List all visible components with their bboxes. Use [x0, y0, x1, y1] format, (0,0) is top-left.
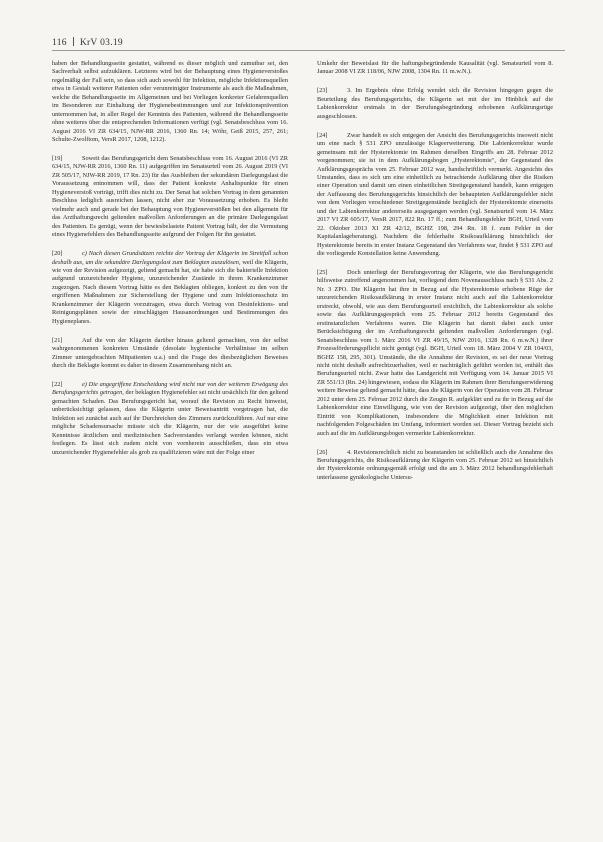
paragraph-24	[317, 132, 553, 259]
paragraph-26	[317, 449, 553, 483]
paragraph-number: [20]	[52, 250, 63, 258]
paragraph-number: [23]	[317, 87, 328, 95]
paragraph-22	[52, 381, 288, 457]
paragraph-text: Auf die von der Klägerin darüber hinaus geltend gemachten, von der selbst wahrgenommenen konkreten Umstände (desolate hygienische Verhältnisse im selben Zimmer untergebrachten Mitpatienten u.a.) und die Frage des diesbezüglichen Beweises durch die Beklagte kommt es daher in diesem Zusammenhang nicht an.	[52, 336, 288, 369]
header-rule	[52, 50, 565, 51]
paragraph-number: [25]	[317, 269, 328, 277]
paragraph-number: [21]	[52, 336, 63, 344]
paragraph-text: 3. Im Ergebnis ohne Erfolg wendet sich die Revision hingegen gegen die Beurteilung des Berufungsgerichts, die Klägerin sei mit der im Hinblick auf die Labienkorrektur erstmals in der Berufungsbegründung erhobenen Aufklärungsrüge ausgeschlossen.	[317, 87, 553, 120]
paragraph-text: Doch unterliegt der Berufungsvortrag der Klägerin, wie das Berufungsgericht hilfsweise zutreffend angenommen hat, vorliegend dem Novenausschluss nach § 531 Abs. 2 Nr. 3 ZPO. Die Klägerin hat ihre in Bezug auf die Hysterektomie erhobene Rüge der unzureichenden Risikoaufklärung in erster Instanz nicht auch auf die Labienkorrektur erstreckt, obwohl, wie aus dem Berufungsurteil ersichtlich, die Labienkorrektur als solche sowie das Aufklärungsgespräch vom 25. Februar 2012 bereits Gegenstand des erstinstanzlichen Verfahrens waren. Die Klägerin hat damit dabei auch unter Berücksichtigung der im Arzthaftungsrecht geltenden maßvollen Anforderungen (vgl. Senatsbeschluss vom 1. März 2016 VI ZR 49/15, NJW 2016, 1328 Rn. 6 m.w.N.) ihrer Prozessförderungspflicht nicht genügt (vgl. BGH, Urteil vom 18. März 2004 V ZR 104/03, BGHZ 158, 295, 301). Umstände, die die Annahme der Revision, es sei der neue Vortrag nicht nicht deshalb aufrechtzuerhalten, weil er nachträglich geführt worden ist, enthält das Berufungsurteil nicht. Zwar hatte das Landgericht mit Verfügung vom 14. Januar 2015 VI ZR 551/13 (Rn. 24) hingewiesen, sodass die Klägerin im Rahmen ihrer Berufungserwiderung weitere Beweise geltend gemacht hätte, dass die Klägerin von der Operation vom 28. Februar 2012 unter dem 25. Februar 2012 durch die Zeugin R. aufgeklärt und zu ihr in Bezug auf die Labienkorrektur eine Einwilligung, wie von der Revision aufgezeigt, über den möglichen Eintritt von Komplikationen, insbesondere die Möglichkeit einer Infektion mit nachfolgenden Folgeschäden im Umfang, informiert worden sei. Dieser Vortrag bezieht sich auch auf die im Aufklärungsbogen vermerkte Labienkorrektur.	[317, 269, 553, 437]
paragraph-text: 4. Revisionsrechtlich nicht zu beanstanden ist schließlich auch die Annahme des Berufungsgerichts, die Risikoaufklärung der Klägerin vom 25. Februar 2012 sei hinsichtlich der Hysterektomie ordnungsgemäß erfolgt und die am 3. März 2012 behandlungsfehlerhaft unterlassene gynäkologische Untersu-	[317, 448, 553, 481]
header-separator	[73, 37, 74, 46]
paragraph-23	[317, 87, 553, 121]
paragraph-19	[52, 155, 288, 240]
left-column	[52, 60, 288, 468]
paragraph-lead: e) Die angegriffene Entscheidung wird nicht nur von der weiteren Erwägung des Berufungsgerichts getragen,	[52, 380, 288, 397]
paragraph-number: [22]	[52, 380, 63, 388]
journal-name: KrV 03.19	[79, 38, 123, 48]
paragraph-text: Zwar handelt es sich entgegen der Ansicht des Berufungsgerichts insoweit nicht um eine nach § 531 ZPO unzulässige Klageerweiterung. Die Labienkorrektur wurde gemeinsam mit der Hysterektomie im Rahmen derselben Eingriffs am 28. Februar 2012 vorgenommen; sie ist in dem Aufklärungsbogen „Hysterektomie", der Gegenstand des Aufklärungsgesprächs vom 25. Februar 2012 war, handschriftlich vermerkt. Angesichts des Umstandes, dass es sich um eine einheitlich zu betrachtende Aufklärung über die Risiken einer Operation und damit um einen einheitlichen Streitgegenstand handelt, kann entgegen der Auffassung des Berufungsgerichts hinsichtlich der behaupteten Aufklärungsfehler nicht von dem Vorliegen verschiedener Streitgegenstände bezüglich der Hysterektomie einerseits und der Labienkorrektur andererseits ausgegangen werden (vgl. Senatsurteil vom 14. März 2017 VI ZR 605/17, VersR 2017, 822 Rn. 17 ff.; zum Behandlungsfehler BGH, Urteil vom 22. Oktober 2013 XI ZR 42/12, BGHZ 198, 294 Rn. 18 f. zum Fehler in der Kapitalanlageberatung). Nachdem die fehlerhafte Risikoaufklärung hinsichtlich der Hysterektomie bereits in erster Instanz Gegenstand des Verfahrens war, findet § 531 ZPO auf die vorliegende Konstellation keine Anwendung.	[317, 131, 553, 258]
paragraph-21	[52, 337, 288, 371]
running-header	[52, 37, 123, 48]
paragraph-text: weil die Klägerin, wie von der Revision aufgezeigt, geltend gemacht hat, sie habe sich die bakterielle Infektion aufgrund unzureichender Hygiene, unzureichender Zustände in ihrem Krankenzimmer zugezogen. Nach diesem Vortrag hätte es den Beklagten obliegen, konkret zu den von ihr ergriffenen Maßnahmen zur Sicherstellung der Hygiene und zum Infektionsschutz im Krankenzimmer der Klägerin vorzutragen, etwa durch Vortrag von Desinfektions- und Reinigungsplänen sowie der einschlägigen Hausanordnungen und Bestimmungen des Hygieneplanes.	[52, 258, 289, 325]
continued-paragraph: Umkehr der Beweislast für die haftungsbegründende Kausalität (vgl. Senatsurteil vom 8. Januar 2008 VI ZR 118/06, NJW 2008, 1304 Rn. 11 m.w.N.).	[317, 60, 553, 76]
paragraph-number: [24]	[317, 131, 328, 139]
paragraph-number: [19]	[52, 155, 63, 163]
paragraph-lead: c) Nach diesen Grundsätzen reichte der Vortrag der Klägerin im Streitfall schon deshalb aus, um die sekundäre Darlegungslast zum Beklagten auszulösen,	[52, 250, 288, 266]
paragraph-text: der beklagten Hygienefehler sei nicht ursächlich für den geltend gemachten Schaden. Das Berufungsgericht hat, worauf die Revision zu Recht hinweist, unberücksichtigt gelassen, dass die Klägerin unter Beweisantritt vorgetragen hat, die Infektion sei zunächst auch auf ihr Durchreichen des Zimmers zurückzuführen. Auf nur eine mögliche Schadensursache müsste sich die Klägerin, nur der wie ausgeführt keine Kenntnisse ärztlichen und medizinischen Sachverstandes verlangt werden können, nicht festlegen. Es lässt sich zudem nicht von vornherein ausschließen, dass ein etwa unzureichender Hygienefehler als grob zu qualifizieren wäre mit der Folge einer	[52, 389, 288, 456]
paragraph-text: Soweit das Berufungsgericht dem Senatsbeschluss vom 16. August 2016 (VI ZR 634/15, NJW-RR 2016, 1360 Rn. 11) aufgegriffen im Senatsurteil vom 26. August 2019 (VI ZR 505/17, NJW-RR 2019, 17 Rn. 23) für das Ausbleiben der sekundären Darlegungslast die Voraussetzung entnommen will, dass der Patient konkrete Anhaltspunkte für einen Hygieneverstoß vorträgt, trifft dies nicht zu. Der Senat hat solchen Vortrag in dem genannten Beschluss lediglich ausreichen lassen, nicht aber zur Voraussetzung erhoben. Es bleibt vielmehr auch und gerade bei der Behauptung von Hygieneverstößen bei den allgemein für das Arzthaftungsrecht geltenden maßvollen Anforderungen an die primäre Darlegungslast des Patienten. Es genügt, wenn der bewiesbelastete Patient Vortrag hält, der die Vermutung eines Hygienefehlers des Behandlungsseite aufgrund der Folgen für ihn gestattet.	[52, 155, 288, 239]
continued-paragraph: haben der Behandlungsseite gestattet, während es dieser möglich und zumutbar sei, den Sachverhalt selbst aufzuklären. Letzteres wird bei der Behauptung eines Hygieneverstoßes regelmäßig der Fall sein, so dass sich auch sowohl für Infektion, mögliche Infektionsquellen etwa in Gestalt weiterer Patienten oder verunreinigter Instrumente als auch die Maßnahmen, welche die Behandlungsseite im Allgemeinen und bei Vorliegen konkreter Gefahrenquellen im Besonderen zur Einhaltung der Hygienebestimmungen und zur Infektionsprävention unternommen hat, in aller Regel der Kenntnis des Patienten, während die Behandlungsseite ohne weiteres über die entsprechenden Informationen verfügt (vgl. Senatsbeschluss vom 16. August 2016 VI ZR 634/15, NJW-RR 2016, 1360 Rn. 14; Wöhr, Geiß 2015, 257, 261; Schulte-Zwolftom, VersR 2017, 1208, 1212).	[52, 60, 288, 144]
paragraph-20	[52, 250, 288, 326]
right-column	[317, 60, 553, 493]
paragraph-25	[317, 269, 553, 438]
page-number: 116	[52, 38, 67, 48]
paragraph-number: [26]	[317, 448, 328, 456]
